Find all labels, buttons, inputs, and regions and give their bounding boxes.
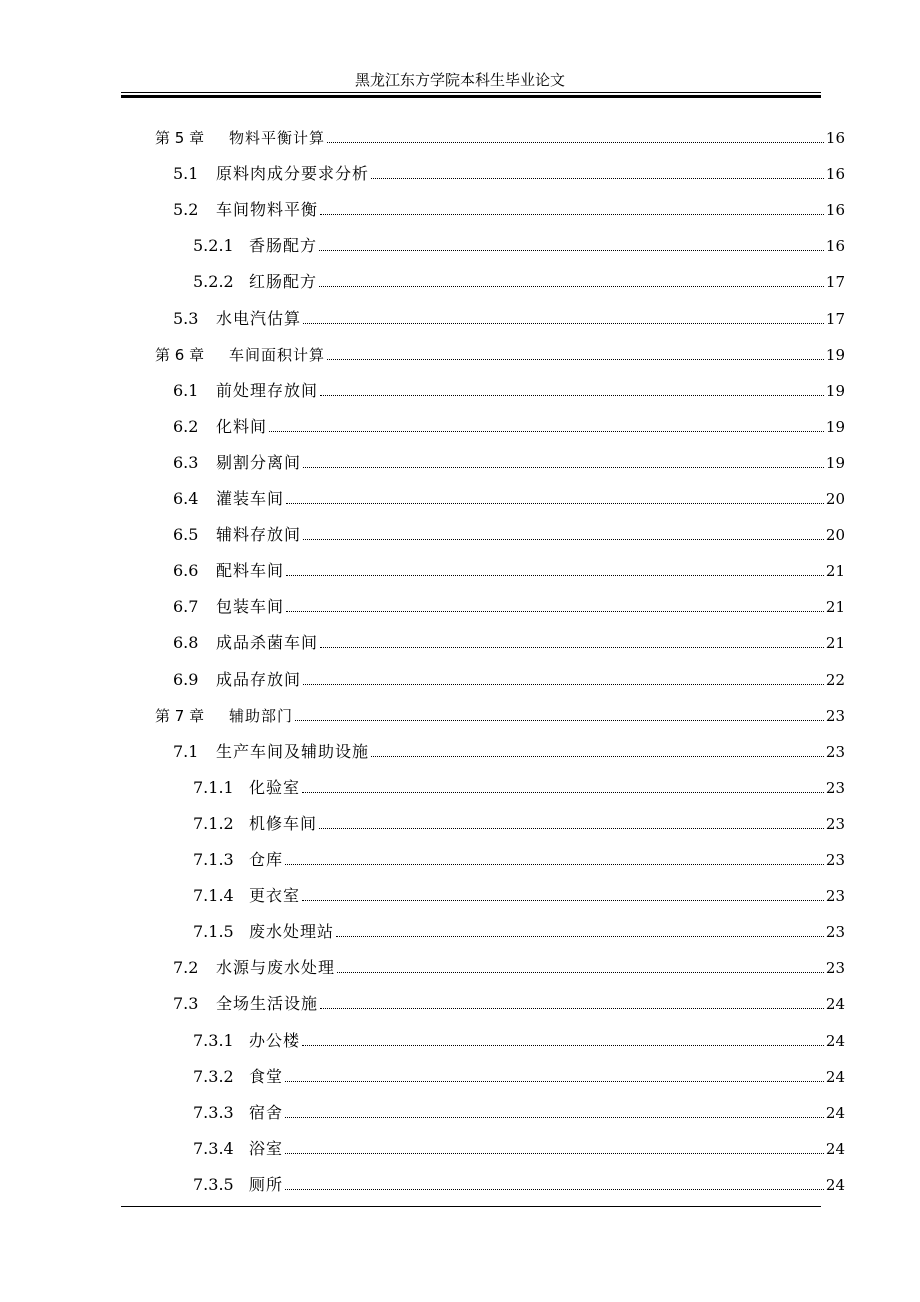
toc-dot-leader bbox=[302, 1045, 824, 1046]
toc-dot-leader bbox=[320, 1008, 824, 1009]
toc-entry[interactable] bbox=[0, 882, 845, 906]
toc-entry-title: 生产车间及辅助设施 bbox=[216, 742, 370, 761]
toc-entry-title: 仓库 bbox=[249, 850, 284, 869]
toc-entry-number: 5.3 bbox=[173, 309, 199, 328]
toc-entry-number: 6.9 bbox=[173, 670, 199, 689]
toc-dot-leader bbox=[303, 539, 824, 540]
toc-entry[interactable] bbox=[0, 629, 845, 653]
toc-entry-page: 20 bbox=[825, 526, 845, 544]
toc-entry-title: 前处理存放间 bbox=[216, 381, 319, 400]
toc-entry-page: 16 bbox=[825, 165, 845, 183]
page-header-title: 黑龙江东方学院本科生毕业论文 bbox=[354, 71, 565, 89]
toc-entry-number: 7.1.3 bbox=[193, 850, 234, 869]
toc-dot-leader bbox=[269, 431, 824, 432]
toc-entry-title: 剔割分离间 bbox=[216, 453, 302, 472]
toc-entry[interactable] bbox=[0, 846, 845, 870]
toc-entry-number: 第 6 章 bbox=[155, 346, 205, 364]
toc-entry-number: 第 5 章 bbox=[155, 129, 205, 147]
toc-entry-page: 19 bbox=[825, 418, 845, 436]
toc-entry-title: 更衣室 bbox=[249, 886, 301, 905]
toc-dot-leader bbox=[319, 828, 824, 829]
toc-entry-title: 办公楼 bbox=[249, 1031, 301, 1050]
toc-entry-page: 24 bbox=[825, 1068, 845, 1086]
toc-dot-leader bbox=[337, 972, 824, 973]
header-rule-thick bbox=[121, 95, 821, 98]
toc-entry-number: 7.3 bbox=[173, 994, 199, 1013]
toc-entry-page: 19 bbox=[825, 346, 845, 364]
toc-entry-page: 16 bbox=[825, 237, 845, 255]
toc-dot-leader bbox=[327, 142, 824, 143]
toc-entry[interactable] bbox=[0, 341, 845, 365]
toc-entry-page: 24 bbox=[825, 1176, 845, 1194]
toc-entry-number: 7.3.4 bbox=[193, 1139, 234, 1158]
toc-entry-page: 17 bbox=[825, 273, 845, 291]
toc-entry-title: 食堂 bbox=[249, 1067, 284, 1086]
toc-dot-leader bbox=[285, 1081, 824, 1082]
toc-entry-page: 23 bbox=[825, 743, 845, 761]
toc-entry-number: 5.2.1 bbox=[193, 236, 234, 255]
toc-entry-page: 23 bbox=[825, 779, 845, 797]
toc-entry-number: 5.2.2 bbox=[193, 272, 234, 291]
toc-entry-title: 化验室 bbox=[249, 778, 301, 797]
toc-dot-leader bbox=[286, 611, 824, 612]
toc-entry[interactable] bbox=[0, 1099, 845, 1123]
toc-entry[interactable] bbox=[0, 1135, 845, 1159]
toc-entry-title: 全场生活设施 bbox=[216, 994, 319, 1013]
toc-entry-number: 7.1 bbox=[173, 742, 199, 761]
header-rule-thin bbox=[121, 92, 821, 93]
toc-entry-title: 原料肉成分要求分析 bbox=[216, 164, 370, 183]
toc-entry-number: 6.4 bbox=[173, 489, 199, 508]
toc-entry-page: 17 bbox=[825, 310, 845, 328]
toc-entry-page: 19 bbox=[825, 454, 845, 472]
toc-dot-leader bbox=[285, 1189, 824, 1190]
toc-entry[interactable] bbox=[0, 1063, 845, 1087]
toc-entry-page: 24 bbox=[825, 1032, 845, 1050]
toc-entry-title: 成品杀菌车间 bbox=[216, 633, 319, 652]
toc-entry[interactable] bbox=[0, 160, 845, 184]
toc-dot-leader bbox=[319, 250, 824, 251]
toc-entry-page: 24 bbox=[825, 1104, 845, 1122]
toc-entry[interactable] bbox=[0, 1027, 845, 1051]
toc-entry-page: 22 bbox=[825, 671, 845, 689]
toc-entry[interactable] bbox=[0, 232, 845, 256]
toc-entry[interactable] bbox=[0, 305, 845, 329]
toc-dot-leader bbox=[336, 936, 824, 937]
toc-entry-title: 机修车间 bbox=[249, 814, 318, 833]
toc-entry-number: 6.2 bbox=[173, 417, 199, 436]
toc-entry-page: 24 bbox=[825, 1140, 845, 1158]
toc-entry-number: 7.1.5 bbox=[193, 922, 234, 941]
toc-dot-leader bbox=[285, 864, 824, 865]
toc-entry-number: 6.8 bbox=[173, 633, 199, 652]
toc-entry[interactable] bbox=[0, 449, 845, 473]
toc-entry-number: 6.3 bbox=[173, 453, 199, 472]
toc-entry-number: 7.2 bbox=[173, 958, 199, 977]
toc-entry-number: 第 7 章 bbox=[155, 707, 205, 725]
toc-dot-leader bbox=[285, 1153, 824, 1154]
toc-dot-leader bbox=[303, 684, 824, 685]
toc-entry-title: 废水处理站 bbox=[249, 922, 335, 941]
toc-entry[interactable] bbox=[0, 1171, 845, 1195]
toc-dot-leader bbox=[303, 323, 824, 324]
toc-dot-leader bbox=[371, 178, 824, 179]
toc-entry-title: 包装车间 bbox=[216, 597, 285, 616]
toc-entry[interactable] bbox=[0, 268, 845, 292]
toc-entry[interactable] bbox=[0, 954, 845, 978]
toc-entry[interactable] bbox=[0, 196, 845, 220]
toc-entry-title: 红肠配方 bbox=[249, 272, 318, 291]
toc-dot-leader bbox=[295, 720, 824, 721]
toc-entry-page: 16 bbox=[825, 201, 845, 219]
toc-entry-number: 7.3.3 bbox=[193, 1103, 234, 1122]
toc-entry-title: 成品存放间 bbox=[216, 670, 302, 689]
toc-entry[interactable] bbox=[0, 810, 845, 834]
toc-entry-title: 宿舍 bbox=[249, 1103, 284, 1122]
toc-entry[interactable] bbox=[0, 124, 845, 148]
toc-entry-page: 21 bbox=[825, 598, 845, 616]
toc-entry-number: 7.1.4 bbox=[193, 886, 234, 905]
toc-dot-leader bbox=[303, 467, 824, 468]
toc-entry[interactable] bbox=[0, 990, 845, 1014]
toc-entry[interactable] bbox=[0, 918, 845, 942]
toc-entry-page: 23 bbox=[825, 815, 845, 833]
toc-entry-page: 23 bbox=[825, 887, 845, 905]
toc-entry-page: 23 bbox=[825, 851, 845, 869]
toc-entry-number: 5.1 bbox=[173, 164, 199, 183]
toc-entry[interactable] bbox=[0, 666, 845, 690]
toc-dot-leader bbox=[302, 792, 824, 793]
toc-entry[interactable] bbox=[0, 485, 845, 509]
toc-entry-number: 6.5 bbox=[173, 525, 199, 544]
footer-rule bbox=[121, 1206, 821, 1207]
toc-entry-page: 23 bbox=[825, 959, 845, 977]
toc-entry-title: 辅助部门 bbox=[229, 707, 294, 725]
toc-entry[interactable] bbox=[0, 774, 845, 798]
toc-entry[interactable] bbox=[0, 738, 845, 762]
toc-entry-number: 5.2 bbox=[173, 200, 199, 219]
toc-entry-number: 6.1 bbox=[173, 381, 199, 400]
toc-dot-leader bbox=[320, 647, 824, 648]
toc-entry-title: 浴室 bbox=[249, 1139, 284, 1158]
toc-entry-title: 化料间 bbox=[216, 417, 268, 436]
toc-dot-leader bbox=[285, 1117, 824, 1118]
toc-entry-title: 车间物料平衡 bbox=[216, 200, 319, 219]
toc-entry[interactable] bbox=[0, 377, 845, 401]
toc-entry-number: 7.1.2 bbox=[193, 814, 234, 833]
toc-entry-page: 16 bbox=[825, 129, 845, 147]
toc-dot-leader bbox=[286, 575, 824, 576]
toc-dot-leader bbox=[319, 286, 824, 287]
toc-entry-page: 23 bbox=[825, 707, 845, 725]
toc-dot-leader bbox=[327, 359, 824, 360]
toc-entry-title: 厕所 bbox=[249, 1175, 284, 1194]
toc-entry-title: 香肠配方 bbox=[249, 236, 318, 255]
toc-entry[interactable] bbox=[0, 557, 845, 581]
toc-entry-title: 物料平衡计算 bbox=[229, 129, 326, 147]
toc-entry-number: 6.7 bbox=[173, 597, 199, 616]
toc-entry-title: 水电汽估算 bbox=[216, 309, 302, 328]
toc-entry-number: 6.6 bbox=[173, 561, 199, 580]
toc-dot-leader bbox=[371, 756, 824, 757]
toc-entry-page: 21 bbox=[825, 634, 845, 652]
toc-entry-number: 7.3.1 bbox=[193, 1031, 234, 1050]
toc-entry-page: 24 bbox=[825, 995, 845, 1013]
toc-entry-number: 7.1.1 bbox=[193, 778, 234, 797]
toc-entry-page: 19 bbox=[825, 382, 845, 400]
toc-entry-number: 7.3.2 bbox=[193, 1067, 234, 1086]
toc-entry-title: 车间面积计算 bbox=[229, 346, 326, 364]
toc-dot-leader bbox=[286, 503, 824, 504]
toc-entry-title: 水源与废水处理 bbox=[216, 958, 336, 977]
toc-dot-leader bbox=[320, 395, 824, 396]
toc-entry-page: 20 bbox=[825, 490, 845, 508]
toc-entry-title: 灌装车间 bbox=[216, 489, 285, 508]
toc-entry[interactable] bbox=[0, 521, 845, 545]
toc-entry[interactable] bbox=[0, 702, 845, 726]
toc-entry-number: 7.3.5 bbox=[193, 1175, 234, 1194]
toc-entry[interactable] bbox=[0, 593, 845, 617]
toc-entry-page: 23 bbox=[825, 923, 845, 941]
toc-dot-leader bbox=[302, 900, 824, 901]
toc-entry[interactable] bbox=[0, 413, 845, 437]
toc-dot-leader bbox=[320, 214, 824, 215]
toc-entry-page: 21 bbox=[825, 562, 845, 580]
toc-entry-title: 配料车间 bbox=[216, 561, 285, 580]
toc-entry-title: 辅料存放间 bbox=[216, 525, 302, 544]
